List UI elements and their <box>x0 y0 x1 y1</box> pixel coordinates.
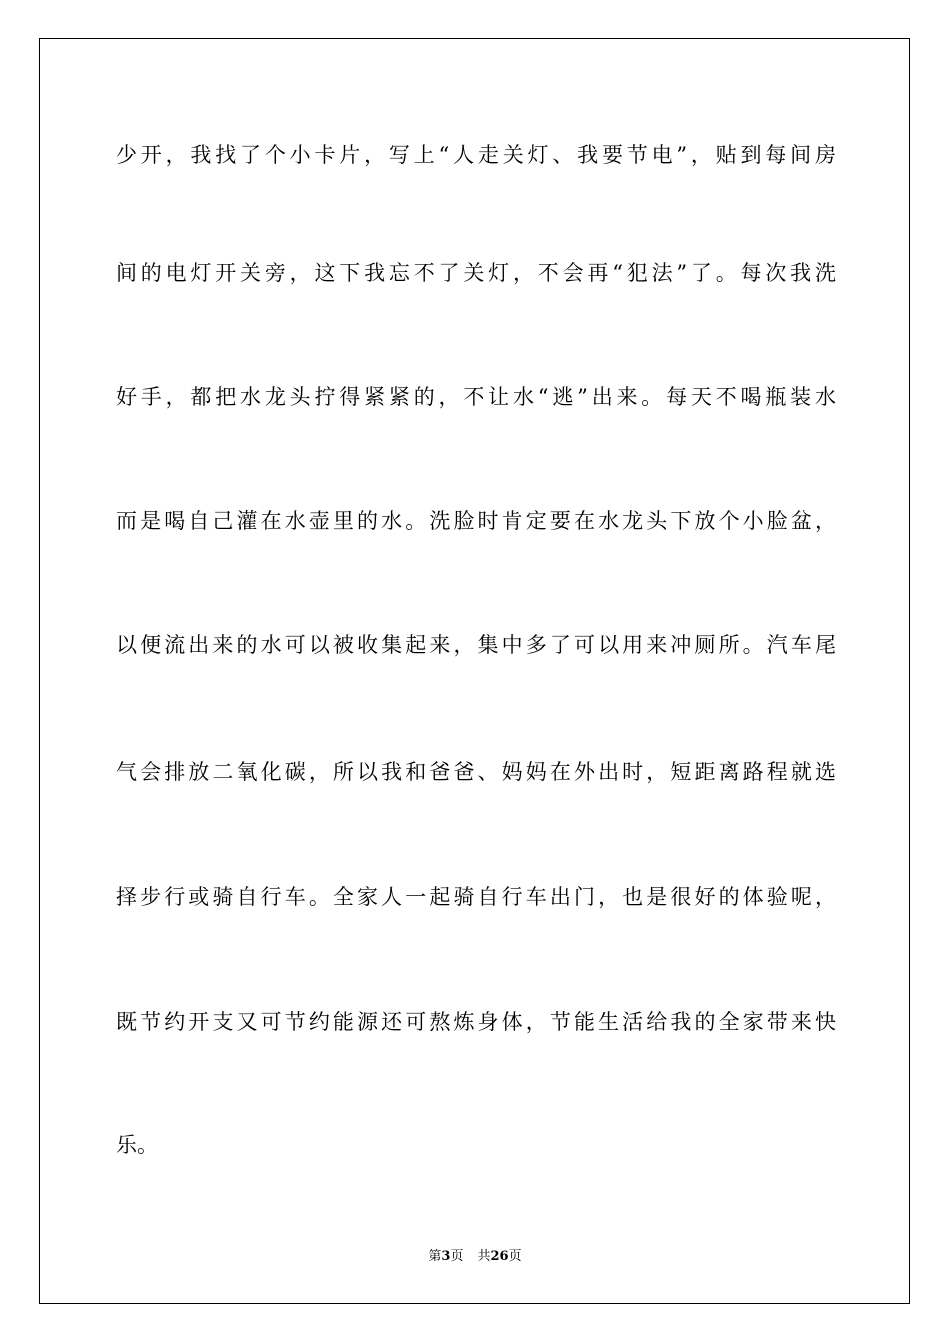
total-pages: 26 <box>490 1249 509 1264</box>
page-suffix: 页 <box>450 1249 464 1264</box>
page-prefix: 第 <box>428 1249 442 1264</box>
paragraph-line-3: 好手，都把水龙头拧得紧紧的，不让水“逃”出来。每天不喝瓶装水 <box>116 385 836 409</box>
total-prefix: 共 <box>477 1249 491 1264</box>
page-number: 3 <box>441 1249 451 1264</box>
total-suffix: 页 <box>508 1249 522 1264</box>
paragraph-line-2: 间的电灯开关旁，这下我忘不了关灯，不会再“犯法”了。每次我洗 <box>116 261 836 285</box>
paragraph-line-7: 择步行或骑自行车。全家人一起骑自行车出门，也是很好的体验呢， <box>116 885 836 909</box>
paragraph-line-6: 气会排放二氧化碳，所以我和爸爸、妈妈在外出时，短距离路程就选 <box>116 760 836 784</box>
paragraph-line-4: 而是喝自己灌在水壶里的水。洗脸时肯定要在水龙头下放个小脸盆， <box>116 509 836 533</box>
paragraph-line-9: 乐。 <box>116 1133 158 1157</box>
paragraph-line-5: 以便流出来的水可以被收集起来，集中多了可以用来冲厕所。汽车尾 <box>116 633 836 657</box>
page-footer <box>0 1248 950 1266</box>
page-border <box>39 38 910 1304</box>
paragraph-line-1: 少开，我找了个小卡片，写上“人走关灯、我要节电”，贴到每间房 <box>116 143 836 167</box>
paragraph-line-8: 既节约开支又可节约能源还可熬炼身体，节能生活给我的全家带来快 <box>116 1010 836 1034</box>
